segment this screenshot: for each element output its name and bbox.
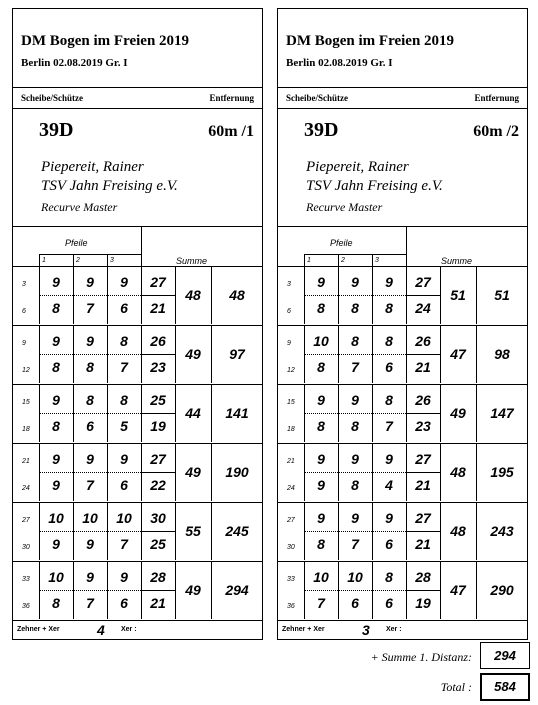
- arrow-count-second: 30: [287, 544, 295, 551]
- grid-divider: [141, 413, 175, 414]
- row-separator: [39, 590, 141, 591]
- end-row: [278, 384, 527, 442]
- arrow-score: 6: [120, 477, 128, 493]
- arrow-score: 7: [86, 595, 94, 611]
- arrow-score: 6: [351, 595, 359, 611]
- half-end-sum: 22: [150, 477, 166, 493]
- grid-divider: [141, 295, 175, 296]
- arrow-score: 6: [385, 536, 393, 552]
- grid-divider: [372, 254, 373, 266]
- arrow-score: 7: [317, 595, 325, 611]
- half-end-sum: 23: [415, 418, 431, 434]
- arrow-score: 9: [52, 536, 60, 552]
- running-total: 190: [225, 464, 249, 480]
- end-sum: 47: [450, 346, 466, 362]
- half-end-sum: 19: [415, 595, 431, 611]
- arrow-score: 7: [351, 536, 359, 552]
- arrow-score: 9: [86, 569, 94, 585]
- end-row: [13, 384, 262, 442]
- arrow-score: 8: [385, 300, 393, 316]
- half-end-sum: 21: [150, 300, 166, 316]
- header-target-archer: Scheibe/Schütze: [286, 93, 348, 103]
- arrow-score: 10: [313, 333, 329, 349]
- end-row: [13, 266, 262, 324]
- end-sum: 48: [185, 287, 201, 303]
- half-end-sum: 21: [150, 595, 166, 611]
- arrow-score: 9: [317, 274, 325, 290]
- half-end-sum: 28: [150, 569, 166, 585]
- arrow-score: 8: [120, 333, 128, 349]
- row-separator: [304, 531, 406, 532]
- archer-name: Piepereit, Rainer: [306, 159, 409, 175]
- end-row: [13, 325, 262, 383]
- arrow-score: 9: [52, 333, 60, 349]
- arrow-count-second: 18: [287, 426, 295, 433]
- arrow-count-second: 12: [22, 367, 30, 374]
- arrow-score: 6: [120, 595, 128, 611]
- archer-club: TSV Jahn Freising e.V.: [41, 178, 178, 194]
- running-total: 97: [229, 346, 245, 362]
- row-separator: [304, 413, 406, 414]
- row-separator: [304, 354, 406, 355]
- running-total: 245: [225, 523, 249, 539]
- arrow-count-first: 9: [22, 340, 26, 347]
- end-sum: 44: [185, 405, 201, 421]
- arrow-score: 7: [86, 477, 94, 493]
- x-label: Xer :: [121, 626, 137, 633]
- arrow-count-first: 3: [287, 281, 291, 288]
- arrow-score: 9: [385, 274, 393, 290]
- half-end-sum: 21: [415, 359, 431, 375]
- arrow-score: 9: [317, 392, 325, 408]
- card-footer: [278, 620, 527, 641]
- arrow-count-first: 9: [287, 340, 291, 347]
- arrow-score: 6: [120, 300, 128, 316]
- grid-top-line: [13, 226, 262, 227]
- arrow-score: 8: [86, 359, 94, 375]
- target-number: 39D: [39, 119, 74, 141]
- end-row: [13, 502, 262, 560]
- arrow-score: 8: [351, 418, 359, 434]
- running-total: 195: [490, 464, 514, 480]
- archer-club: TSV Jahn Freising e.V.: [306, 178, 443, 194]
- end-row: [278, 502, 527, 560]
- end-sum: 49: [450, 405, 466, 421]
- sum-label: Summe: [441, 256, 473, 266]
- half-end-sum: 27: [415, 274, 431, 290]
- end-row: [278, 266, 527, 324]
- arrow-score: 9: [52, 274, 60, 290]
- arrow-score: 6: [86, 418, 94, 434]
- grid-divider: [39, 254, 40, 266]
- arrow-count-first: 15: [287, 399, 295, 406]
- half-end-sum: 30: [150, 510, 166, 526]
- card-header: [13, 87, 262, 109]
- grid-divider: [141, 590, 175, 591]
- arrow-score: 10: [48, 569, 64, 585]
- end-sum: 48: [450, 464, 466, 480]
- grid-divider: [141, 531, 175, 532]
- score-card: [277, 8, 528, 640]
- arrow-score: 7: [351, 359, 359, 375]
- arrow-score: 9: [351, 510, 359, 526]
- running-total: 294: [225, 582, 249, 598]
- end-row: [278, 325, 527, 383]
- event-title: DM Bogen im Freien 2019: [21, 33, 190, 49]
- arrow-column-number: 1: [42, 257, 46, 264]
- arrow-count-second: 36: [287, 603, 295, 610]
- arrow-count-second: 18: [22, 426, 30, 433]
- grid-divider: [73, 254, 74, 266]
- arrow-column-number: 3: [375, 257, 379, 264]
- row-separator: [304, 472, 406, 473]
- arrow-column-number: 3: [110, 257, 114, 264]
- arrow-score: 8: [52, 595, 60, 611]
- running-total: 141: [225, 405, 249, 421]
- card-header: [278, 87, 527, 109]
- arrow-score: 9: [351, 451, 359, 467]
- running-total: 51: [494, 287, 510, 303]
- grid-divider: [141, 354, 175, 355]
- arrow-score: 10: [48, 510, 64, 526]
- grid-divider: [406, 413, 440, 414]
- row-separator: [39, 295, 141, 296]
- arrow-score: 10: [347, 569, 363, 585]
- running-total: 290: [490, 582, 514, 598]
- total-value: 584: [480, 673, 530, 701]
- header-distance: Entfernung: [474, 93, 519, 103]
- target-number: 39D: [304, 119, 339, 141]
- running-total: 147: [490, 405, 514, 421]
- row-separator: [304, 590, 406, 591]
- score-card: [12, 8, 263, 640]
- tens-value: 3: [362, 622, 370, 638]
- arrow-score: 8: [52, 300, 60, 316]
- arrow-count-second: 30: [22, 544, 30, 551]
- event-subtitle: Berlin 02.08.2019 Gr. I: [21, 57, 128, 69]
- arrow-count-second: 6: [287, 308, 291, 315]
- end-sum: 49: [185, 464, 201, 480]
- arrow-score: 8: [385, 392, 393, 408]
- arrow-score: 6: [385, 595, 393, 611]
- arrow-score: 9: [86, 451, 94, 467]
- header-distance: Entfernung: [209, 93, 254, 103]
- half-end-sum: 19: [150, 418, 166, 434]
- arrow-score: 8: [351, 333, 359, 349]
- half-end-sum: 26: [150, 333, 166, 349]
- end-row: [278, 443, 527, 501]
- running-total: 48: [229, 287, 245, 303]
- arrow-score: 9: [52, 451, 60, 467]
- arrow-score: 9: [385, 510, 393, 526]
- row-separator: [39, 472, 141, 473]
- event-subtitle: Berlin 02.08.2019 Gr. I: [286, 57, 393, 69]
- distance-label: 60m /2: [473, 123, 519, 140]
- arrow-score: 10: [313, 569, 329, 585]
- arrow-count-first: 21: [287, 458, 295, 465]
- end-sum: 49: [185, 346, 201, 362]
- arrow-score: 9: [351, 274, 359, 290]
- grid-divider: [141, 226, 142, 266]
- sum-first-distance-value: 294: [480, 642, 530, 669]
- tens-label: Zehner + Xer: [282, 626, 325, 633]
- arrow-score: 10: [82, 510, 98, 526]
- grid-divider: [304, 254, 305, 266]
- grid-divider: [39, 254, 141, 255]
- arrow-count-first: 21: [22, 458, 30, 465]
- arrow-score: 8: [120, 392, 128, 408]
- arrow-count-first: 33: [287, 576, 295, 583]
- arrow-score: 9: [86, 274, 94, 290]
- distance-label: 60m /1: [208, 123, 254, 140]
- half-end-sum: 27: [150, 451, 166, 467]
- half-end-sum: 27: [415, 451, 431, 467]
- arrow-column-number: 2: [341, 257, 345, 264]
- half-end-sum: 26: [415, 392, 431, 408]
- half-end-sum: 27: [150, 274, 166, 290]
- grid-divider: [304, 254, 406, 255]
- arrow-score: 9: [317, 477, 325, 493]
- running-total: 243: [490, 523, 514, 539]
- arrow-score: 8: [351, 300, 359, 316]
- arrow-score: 10: [116, 510, 132, 526]
- arrow-count-second: 24: [287, 485, 295, 492]
- half-end-sum: 25: [150, 536, 166, 552]
- half-end-sum: 21: [415, 536, 431, 552]
- archer-class: Recurve Master: [306, 200, 383, 214]
- end-sum: 48: [450, 523, 466, 539]
- arrow-score: 8: [317, 418, 325, 434]
- arrow-score: 8: [86, 392, 94, 408]
- arrow-score: 9: [86, 536, 94, 552]
- arrow-score: 9: [52, 392, 60, 408]
- end-row: [13, 561, 262, 619]
- arrow-count-second: 6: [22, 308, 26, 315]
- arrow-score: 8: [317, 300, 325, 316]
- arrow-score: 9: [86, 333, 94, 349]
- archer-class: Recurve Master: [41, 200, 118, 214]
- arrows-label: Pfeile: [330, 238, 353, 248]
- arrow-score: 9: [317, 451, 325, 467]
- arrow-score: 8: [52, 359, 60, 375]
- archer-name: Piepereit, Rainer: [41, 159, 144, 175]
- arrow-score: 8: [52, 418, 60, 434]
- arrow-score: 9: [351, 392, 359, 408]
- arrow-count-second: 12: [287, 367, 295, 374]
- grid-divider: [406, 354, 440, 355]
- arrow-score: 7: [86, 300, 94, 316]
- arrow-count-first: 27: [287, 517, 295, 524]
- event-title: DM Bogen im Freien 2019: [286, 33, 455, 49]
- arrow-score: 7: [120, 359, 128, 375]
- grid-divider: [406, 590, 440, 591]
- header-target-archer: Scheibe/Schütze: [21, 93, 83, 103]
- tens-value: 4: [97, 622, 105, 638]
- arrow-count-first: 3: [22, 281, 26, 288]
- arrow-score: 8: [385, 333, 393, 349]
- sum-label: Summe: [176, 256, 208, 266]
- running-total: 98: [494, 346, 510, 362]
- sum-first-distance-label: + Summe 1. Distanz:: [370, 650, 472, 664]
- arrow-count-first: 27: [22, 517, 30, 524]
- arrow-count-second: 36: [22, 603, 30, 610]
- end-row: [13, 443, 262, 501]
- arrow-score: 4: [385, 477, 393, 493]
- end-sum: 47: [450, 582, 466, 598]
- row-separator: [39, 413, 141, 414]
- half-end-sum: 21: [415, 477, 431, 493]
- total-label: Total :: [440, 680, 472, 694]
- arrow-score: 9: [385, 451, 393, 467]
- arrow-score: 9: [317, 510, 325, 526]
- arrow-score: 8: [351, 477, 359, 493]
- arrow-score: 8: [317, 359, 325, 375]
- half-end-sum: 27: [415, 510, 431, 526]
- end-sum: 51: [450, 287, 466, 303]
- arrow-count-first: 33: [22, 576, 30, 583]
- arrow-score: 8: [385, 569, 393, 585]
- arrow-column-number: 2: [76, 257, 80, 264]
- card-footer: [13, 620, 262, 641]
- grid-divider: [406, 295, 440, 296]
- arrow-score: 9: [52, 477, 60, 493]
- arrow-score: 8: [317, 536, 325, 552]
- row-separator: [304, 295, 406, 296]
- half-end-sum: 25: [150, 392, 166, 408]
- grid-divider: [406, 226, 407, 266]
- arrows-label: Pfeile: [65, 238, 88, 248]
- arrow-count-second: 24: [22, 485, 30, 492]
- grid-divider: [141, 472, 175, 473]
- arrow-score: 7: [385, 418, 393, 434]
- arrow-score: 9: [120, 451, 128, 467]
- arrow-score: 5: [120, 418, 128, 434]
- grid-divider: [406, 531, 440, 532]
- grid-divider: [406, 472, 440, 473]
- grid-divider: [338, 254, 339, 266]
- end-sum: 55: [185, 523, 201, 539]
- end-sum: 49: [185, 582, 201, 598]
- arrow-score: 7: [120, 536, 128, 552]
- arrow-count-first: 15: [22, 399, 30, 406]
- arrow-column-number: 1: [307, 257, 311, 264]
- tens-label: Zehner + Xer: [17, 626, 60, 633]
- arrow-score: 6: [385, 359, 393, 375]
- half-end-sum: 28: [415, 569, 431, 585]
- grid-divider: [107, 254, 108, 266]
- row-separator: [39, 354, 141, 355]
- end-row: [278, 561, 527, 619]
- x-label: Xer :: [386, 626, 402, 633]
- arrow-score: 9: [120, 569, 128, 585]
- half-end-sum: 24: [415, 300, 431, 316]
- row-separator: [39, 531, 141, 532]
- half-end-sum: 23: [150, 359, 166, 375]
- grid-top-line: [278, 226, 527, 227]
- half-end-sum: 26: [415, 333, 431, 349]
- arrow-score: 9: [120, 274, 128, 290]
